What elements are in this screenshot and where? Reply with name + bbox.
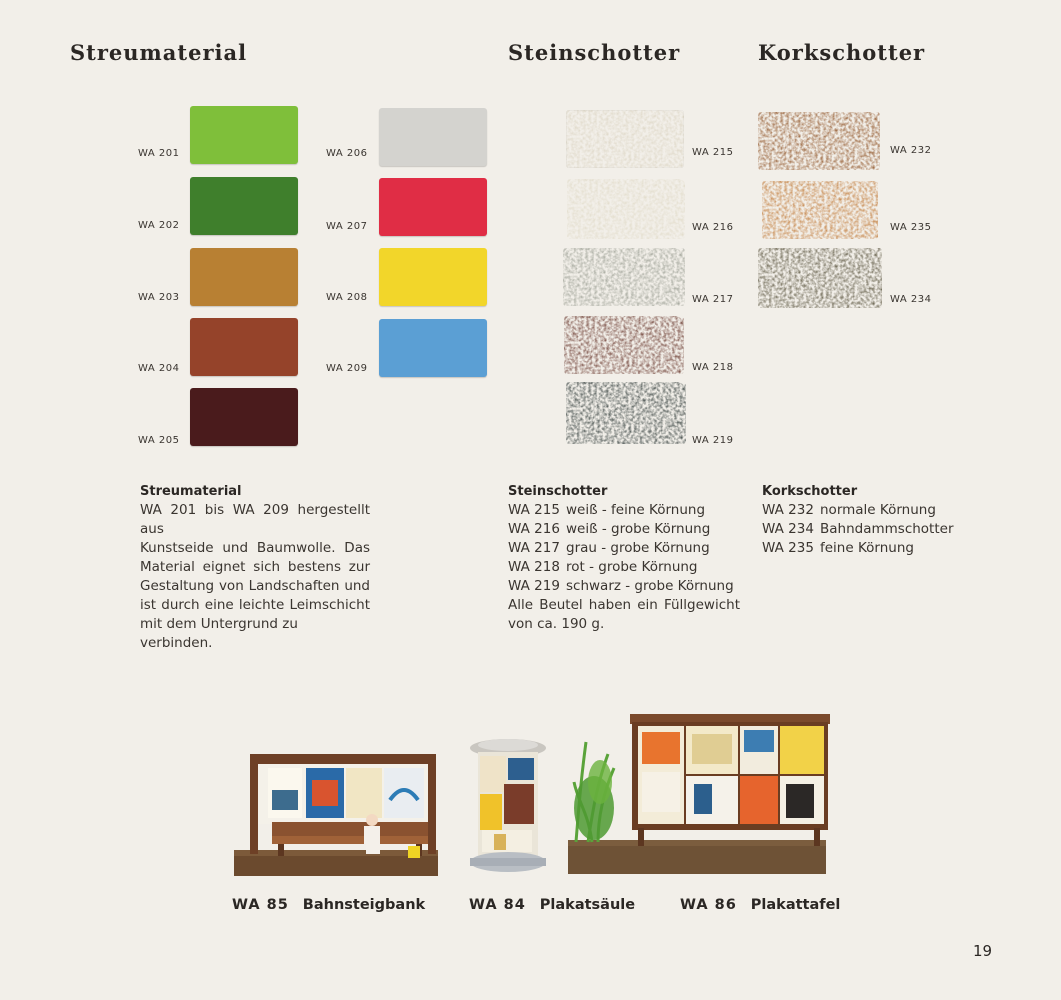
caption-bahnsteigbank — [232, 897, 425, 913]
swatch-label-wa232: WA 232 — [890, 145, 932, 156]
swatch-wa232 — [758, 112, 880, 170]
swatch-label-wa216: WA 216 — [692, 222, 734, 233]
spec-text: normale Körnung — [820, 502, 936, 518]
description-line: Kunstseide und Baumwolle. Das — [140, 540, 370, 556]
description-streumaterial — [140, 482, 370, 653]
swatch-wa234 — [758, 248, 882, 308]
caption-name: Plakatsäule — [539, 897, 636, 913]
heading-steinschotter: Steinschotter — [508, 40, 681, 65]
swatch-label-wa218: WA 218 — [692, 362, 734, 373]
swatch-wa219 — [566, 382, 686, 444]
swatch-wa208 — [379, 248, 487, 306]
swatch-wa209 — [379, 319, 487, 377]
swatch-wa235 — [762, 181, 878, 239]
spec-text: weiß - feine Körnung — [566, 502, 706, 518]
spec-row — [762, 539, 962, 558]
description-note-line: Alle Beutel haben ein Füllgewicht — [508, 597, 740, 613]
description-steinschotter — [508, 482, 740, 634]
description-line: Material eignet sich bestens zur — [140, 559, 370, 575]
description-title: Steinschotter — [508, 484, 608, 499]
caption-plakatsaeule — [469, 897, 635, 913]
spec-code: WA 219 — [508, 578, 560, 594]
swatch-label-wa203: WA 203 — [138, 292, 180, 303]
swatch-label-wa217: WA 217 — [692, 294, 734, 305]
spec-row — [508, 501, 740, 520]
billboard-model-illustration — [568, 712, 830, 878]
description-note-line: von ca. 190 g. — [508, 616, 605, 632]
spec-row — [508, 539, 740, 558]
swatch-label-wa206: WA 206 — [326, 148, 368, 159]
advertising-column-model-illustration — [466, 734, 550, 880]
swatch-label-wa207: WA 207 — [326, 221, 368, 232]
swatch-label-wa234: WA 234 — [890, 294, 932, 305]
swatch-wa217 — [563, 248, 685, 306]
spec-row — [508, 577, 740, 596]
spec-row — [508, 520, 740, 539]
description-line: mit dem Untergrund zu verbinden. — [140, 616, 298, 651]
swatch-label-wa201: WA 201 — [138, 148, 180, 159]
swatch-wa205 — [190, 388, 298, 446]
spec-text: schwarz - grobe Körnung — [566, 578, 734, 594]
caption-name: Bahnsteigbank — [302, 897, 426, 913]
spec-code: WA 216 — [508, 521, 560, 537]
swatch-label-wa209: WA 209 — [326, 363, 368, 374]
spec-code: WA 232 — [762, 502, 814, 518]
spec-row — [762, 501, 962, 520]
caption-code: WA 85 — [232, 897, 289, 913]
swatch-wa206 — [379, 108, 487, 166]
swatch-wa202 — [190, 177, 298, 235]
description-line: WA 201 bis WA 209 hergestellt aus — [140, 502, 370, 537]
spec-code: WA 234 — [762, 521, 814, 537]
spec-code: WA 235 — [762, 540, 814, 556]
spec-row — [508, 558, 740, 577]
swatch-label-wa235: WA 235 — [890, 222, 932, 233]
spec-text: feine Körnung — [820, 540, 914, 556]
swatch-wa218 — [564, 316, 684, 374]
bench-model-illustration — [232, 750, 442, 880]
description-line: Gestaltung von Landschaften und — [140, 578, 370, 594]
spec-text: Bahndammschotter — [820, 521, 954, 537]
swatch-wa203 — [190, 248, 298, 306]
description-line: ist durch eine leichte Leimschicht — [140, 597, 370, 613]
description-title: Korkschotter — [762, 484, 858, 499]
heading-streumaterial: Streumaterial — [70, 40, 248, 65]
swatch-label-wa215: WA 215 — [692, 147, 734, 158]
swatch-wa201 — [190, 106, 298, 164]
spec-code: WA 218 — [508, 559, 560, 575]
swatch-label-wa205: WA 205 — [138, 435, 180, 446]
spec-code: WA 215 — [508, 502, 560, 518]
spec-text: rot - grobe Körnung — [566, 559, 698, 575]
caption-code: WA 84 — [469, 897, 526, 913]
swatch-wa216 — [567, 179, 685, 239]
swatch-label-wa208: WA 208 — [326, 292, 368, 303]
caption-name: Plakattafel — [750, 897, 841, 913]
swatch-label-wa219: WA 219 — [692, 435, 734, 446]
swatch-wa215 — [566, 110, 684, 168]
page-number: 19 — [973, 942, 993, 960]
swatch-wa207 — [379, 178, 487, 236]
description-korkschotter — [762, 482, 962, 558]
spec-text: weiß - grobe Körnung — [566, 521, 711, 537]
caption-code: WA 86 — [680, 897, 737, 913]
spec-text: grau - grobe Körnung — [566, 540, 710, 556]
swatch-label-wa204: WA 204 — [138, 363, 180, 374]
heading-korkschotter: Korkschotter — [758, 40, 926, 65]
spec-row — [762, 520, 962, 539]
spec-code: WA 217 — [508, 540, 560, 556]
swatch-label-wa202: WA 202 — [138, 220, 180, 231]
swatch-wa204 — [190, 318, 298, 376]
description-title: Streumaterial — [140, 484, 242, 499]
caption-plakattafel — [680, 897, 840, 913]
